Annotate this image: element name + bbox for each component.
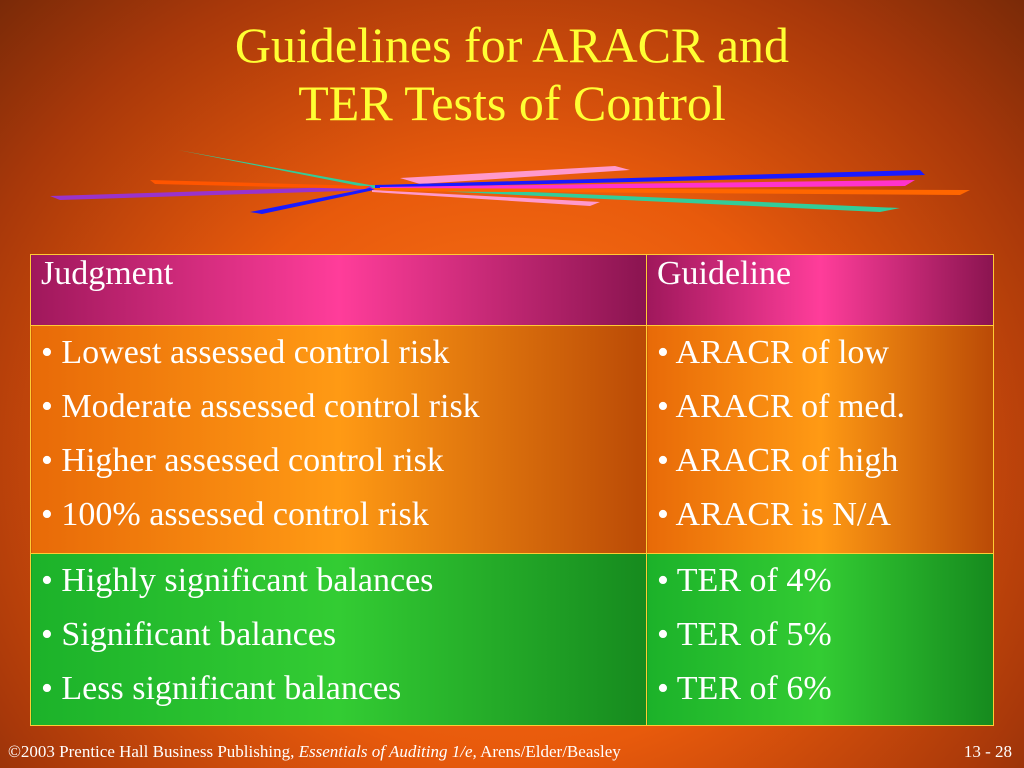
list-item: • ARACR of high xyxy=(657,442,899,479)
list-item: • ARACR of med. xyxy=(657,388,906,425)
footer-authors: Arens/Elder/Beasley xyxy=(476,742,621,761)
list-item: • 100% assessed control risk xyxy=(41,496,429,533)
slide-title xyxy=(0,16,1024,132)
list-item: • Moderate assessed control risk xyxy=(41,388,480,425)
list-item: • TER of 6% xyxy=(657,670,832,708)
slide-title-line-1: Guidelines for ARACR and xyxy=(234,17,790,73)
table-header-row xyxy=(31,255,994,326)
list-item: • TER of 5% xyxy=(657,616,832,654)
footer-credit xyxy=(8,742,621,762)
decorative-swoosh-graphic xyxy=(0,140,1024,220)
guidelines-table xyxy=(30,254,994,726)
list-item: • Less significant balances xyxy=(41,670,402,708)
list-item: • Significant balances xyxy=(41,616,337,654)
slide-title-line-2: TER Tests of Control xyxy=(298,75,726,131)
list-item: • Highly significant balances xyxy=(41,562,434,600)
page-number: 13 - 28 xyxy=(963,742,1012,761)
table-row-control-risk xyxy=(31,326,994,554)
list-item: • TER of 4% xyxy=(657,562,832,600)
cell-judgments-control-risk xyxy=(31,326,647,554)
cell-guidelines-ter xyxy=(647,554,994,726)
footer-book-title: Essentials of Auditing 1/e, xyxy=(298,742,477,761)
list-item: • Higher assessed control risk xyxy=(41,442,444,479)
swoosh-orange-stroke xyxy=(370,188,970,195)
header-judgment: Judgment xyxy=(31,255,647,326)
cell-judgments-balances xyxy=(31,554,647,726)
table-row-balances xyxy=(31,554,994,726)
list-item: • ARACR of low xyxy=(657,334,889,371)
list-item: • Lowest assessed control risk xyxy=(41,334,450,371)
footer-prefix: ©2003 Prentice Hall Business Publishing, xyxy=(8,742,299,761)
header-guideline: Guideline xyxy=(647,255,994,326)
list-item: • ARACR is N/A xyxy=(657,496,891,533)
cell-guidelines-aracr xyxy=(647,326,994,554)
